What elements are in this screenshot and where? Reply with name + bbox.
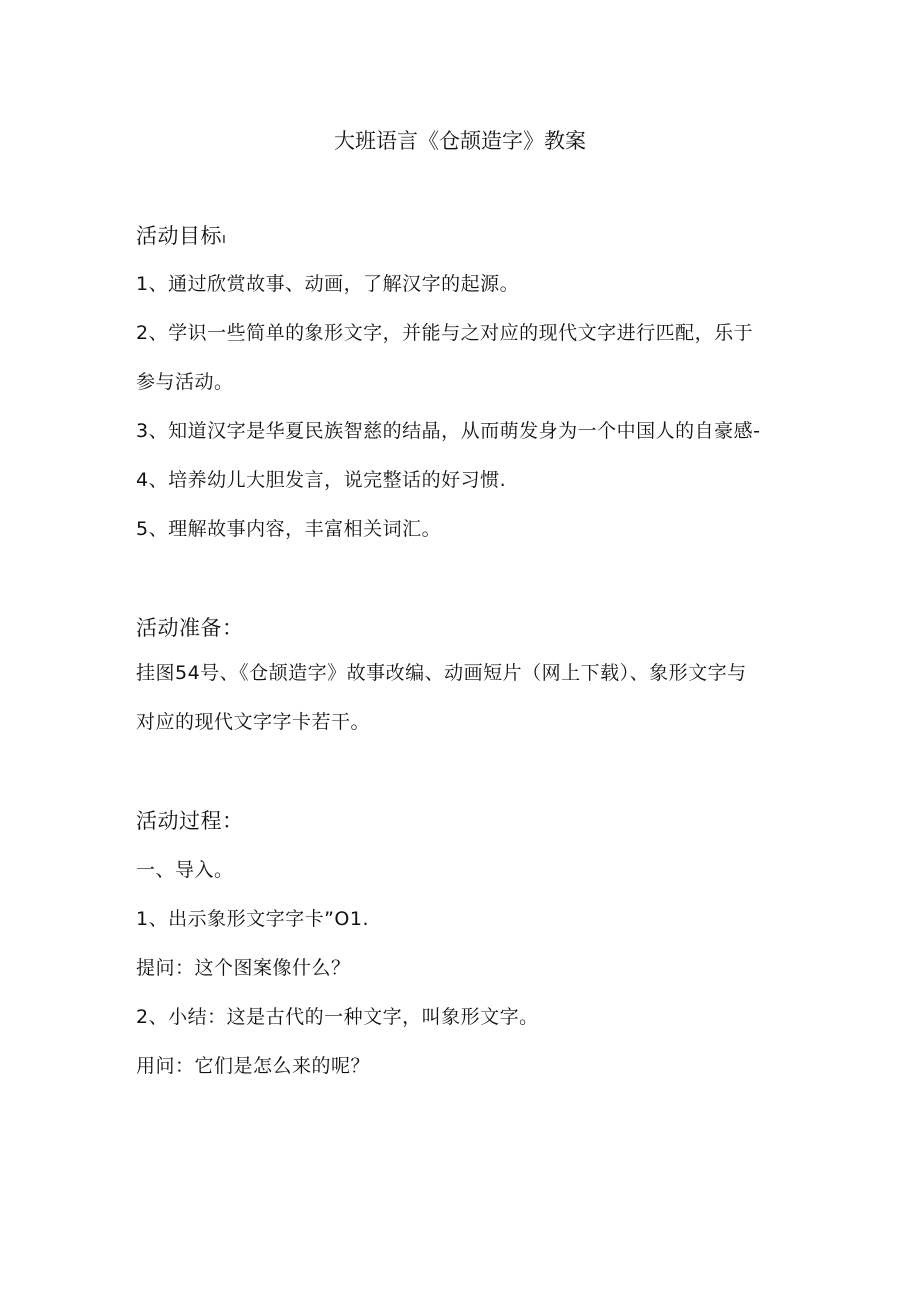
preparation-line-2: 对应的现代文字字卡若干。 <box>136 711 371 733</box>
document-title: 大班语言《仓颉造字》教案 <box>334 129 586 153</box>
process-line-1: 一、导入。 <box>136 859 234 881</box>
section-heading-goals <box>136 222 226 253</box>
process-line-2: 1、出示象形文字字卡”O1. <box>136 908 370 930</box>
process-line-5: 用问：它们是怎么来的呢？ <box>136 1055 371 1077</box>
goal-item-3: 3、知道汉字是华夏民族智慈的结晶，从而萌发身为一个中国人的自豪感- <box>136 420 761 442</box>
goal-item-2-continued: 参与活动。 <box>136 371 234 393</box>
goals-heading-text: 活动目标 <box>136 224 222 248</box>
goal-item-1: 1、通过欣赏故事、动画，了解汉字的起源。 <box>136 273 520 295</box>
preparation-line-1: 挂图54号、《仓颉造字》故事改编、动画短片（网上下载）、象形文字与 <box>136 662 747 684</box>
section-heading-preparation: 活动准备： <box>136 616 244 640</box>
section-heading-process: 活动过程： <box>136 809 244 833</box>
goal-item-2: 2、学识一些简单的象形文字，并能与之对应的现代文字进行匹配，乐于 <box>136 322 754 344</box>
process-line-4: 2、小结：这是古代的一种文字，叫象形文字。 <box>136 1006 539 1028</box>
goal-item-5: 5、理解故事内容，丰富相关词汇。 <box>136 518 442 540</box>
process-line-3: 提问：这个图案像什么？ <box>136 957 351 979</box>
goal-item-4: 4、培养幼儿大胆发言，说完整话的好习惯. <box>136 469 507 491</box>
goals-heading-suffix: ı <box>222 231 227 247</box>
